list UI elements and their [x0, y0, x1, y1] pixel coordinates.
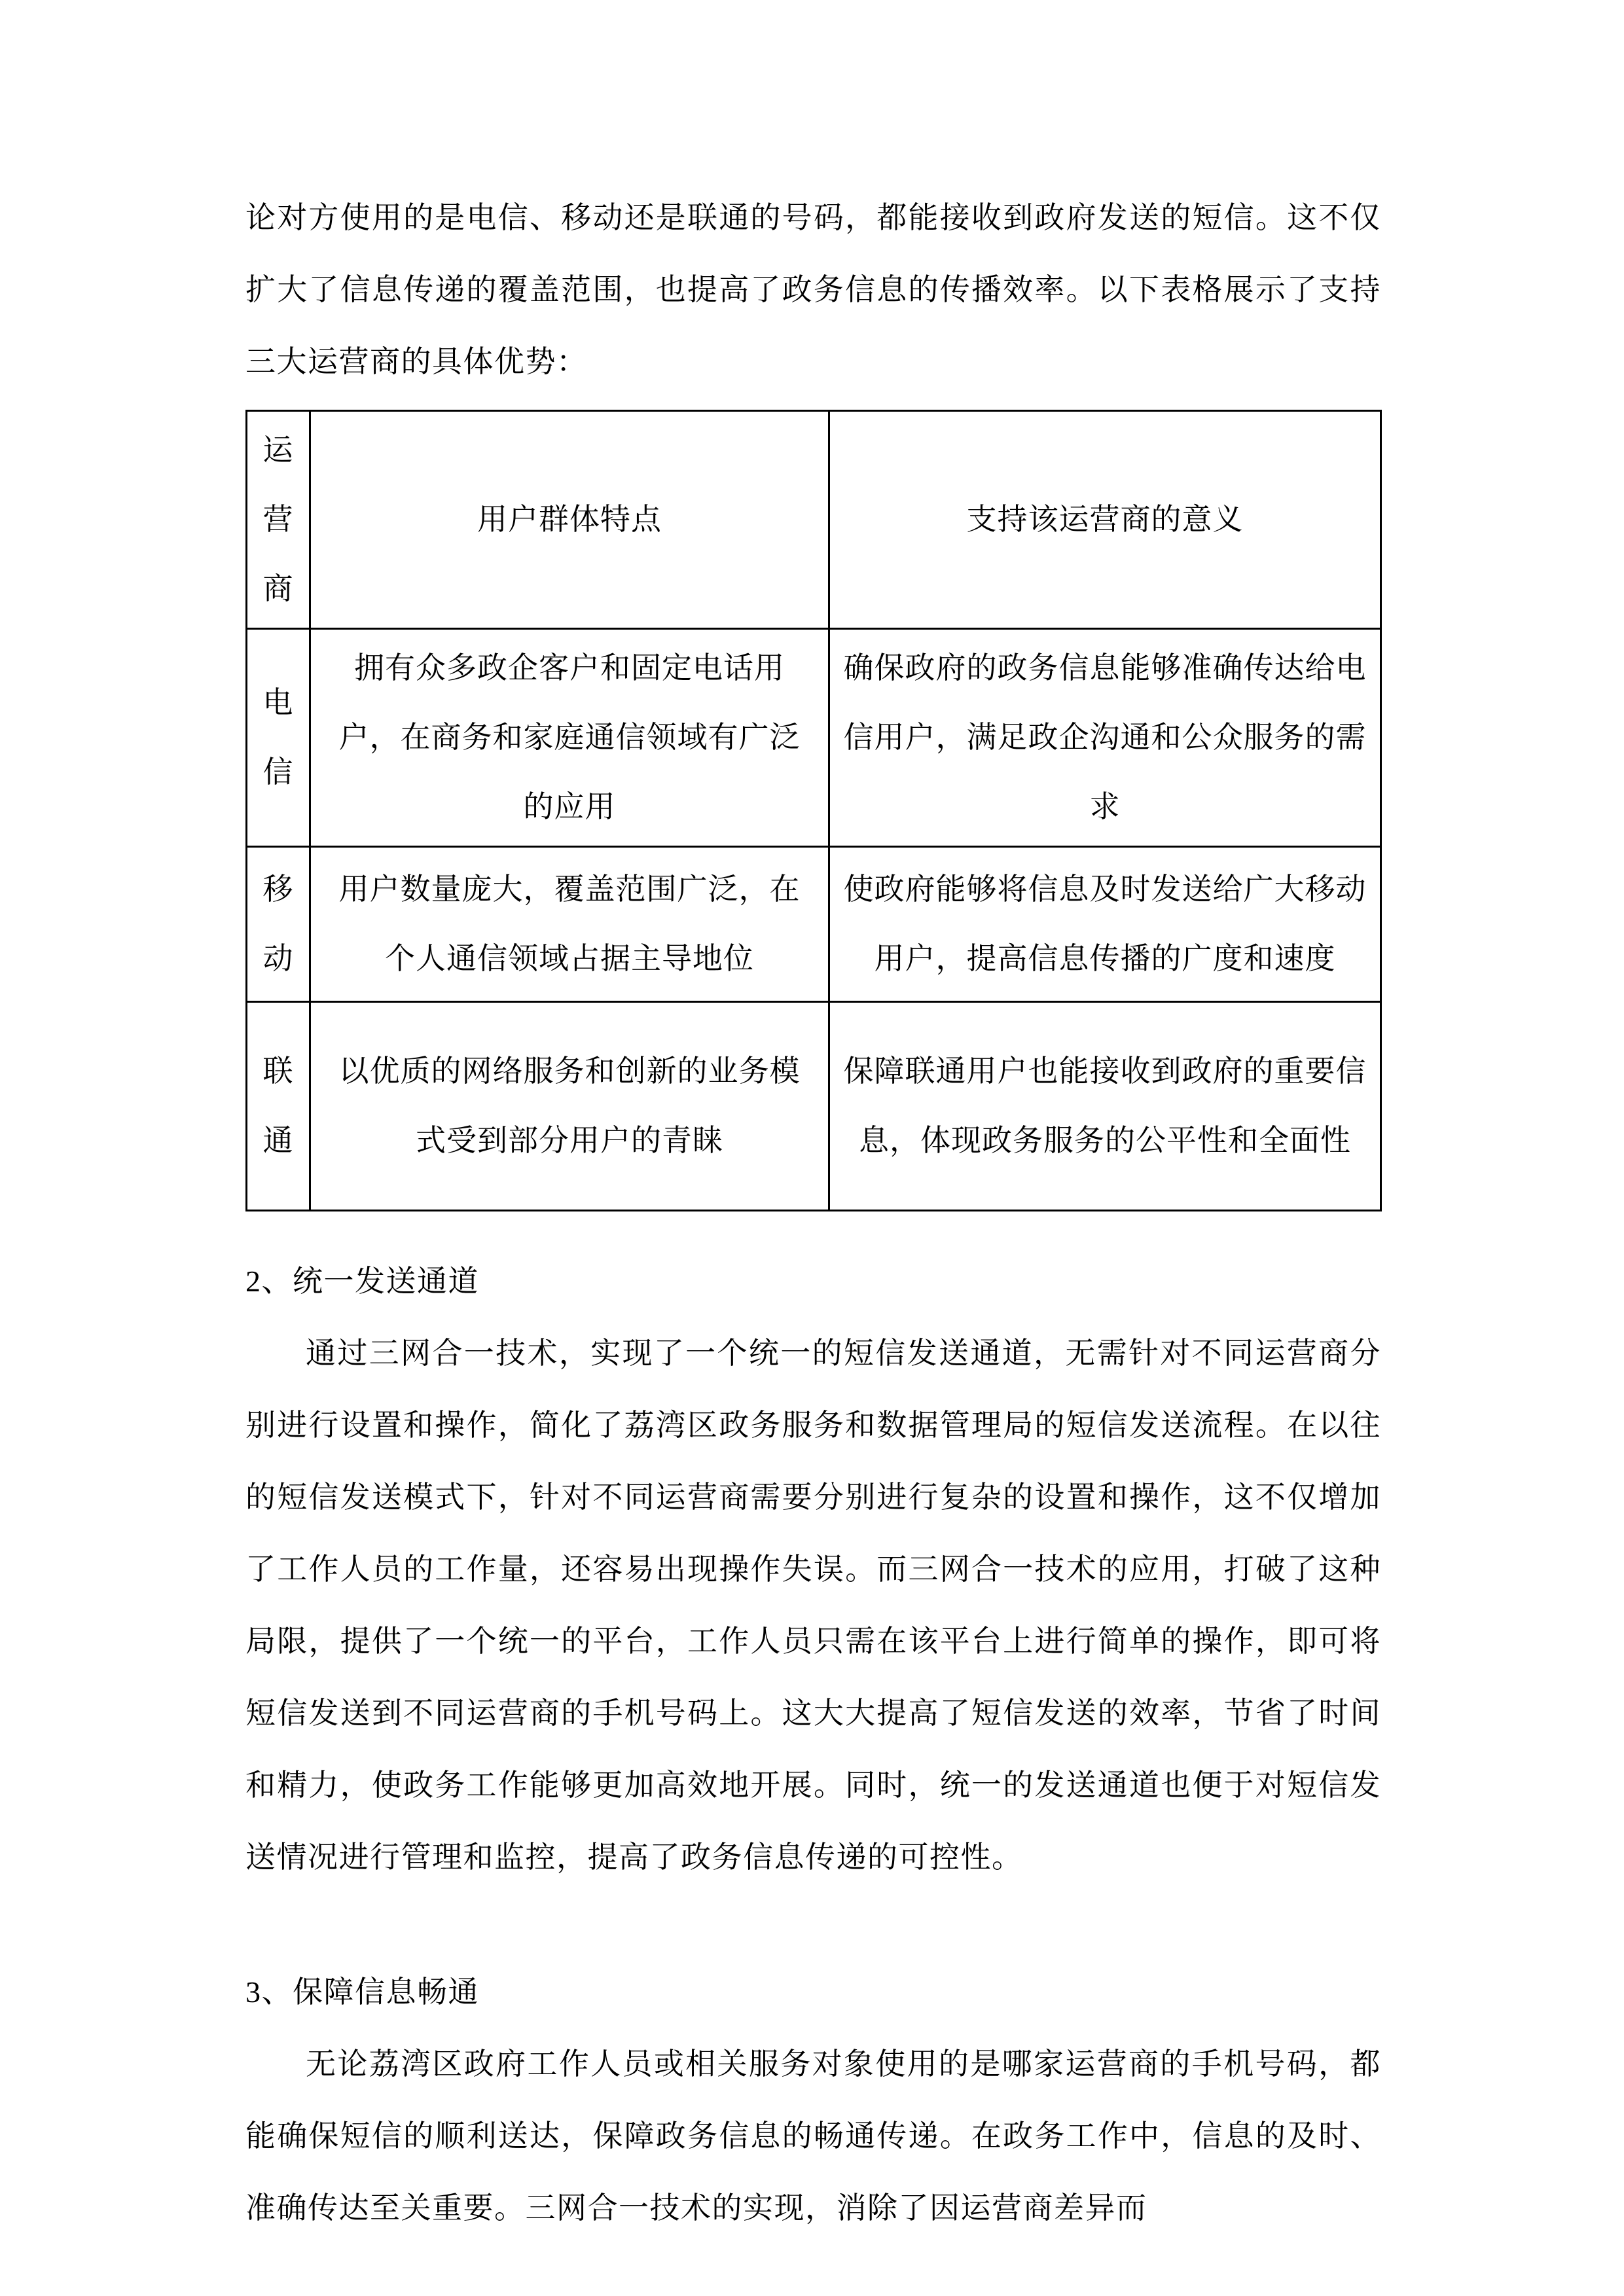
- cell-significance-unicom: 保障联通用户也能接收到政府的重要信息，体现政务服务的公平性和全面性: [829, 1002, 1381, 1211]
- table-row-mobile: [247, 847, 1381, 1002]
- cell-operator-mobile: 移动: [247, 847, 310, 1002]
- cell-users-mobile: 用户数量庞大，覆盖范围广泛，在个人通信领域占据主导地位: [310, 847, 829, 1002]
- section2-heading: 2、统一发送通道: [245, 1265, 479, 1298]
- document-content: [245, 182, 1381, 2244]
- section2-paragraph: 通过三网合一技术，实现了一个统一的短信发送通道，无需针对不同运营商分别进行设置和操作，简化了荔湾区政务服务和数据管理局的短信发送流程。在以往的短信发送模式下，针对不同运营商需要分别进行复杂的设置和操作，这不仅增加了工作人员的工作量，还容易出现操作失误。而三网合一技术的应用，打破了这种局限，提供了一个统一的平台，工作人员只需在该平台上进行简单的操作，即可将短信发送到不同运营商的手机号码上。这大大提高了短信发送的效率，节省了时间和精力，使政务工作能够更加高效地开展。同时，统一的发送通道也便于对短信发送情况进行管理和监控，提高了政务信息传递的可控性。: [245, 1336, 1381, 1874]
- cell-significance-mobile: 使政府能够将信息及时发送给广大移动用户，提高信息传播的广度和速度: [829, 847, 1381, 1002]
- cell-significance-telecom: 确保政府的政务信息能够准确传达给电信用户，满足政企沟通和公众服务的需求: [829, 629, 1381, 847]
- header-cell-significance: 支持该运营商的意义: [829, 411, 1381, 629]
- header-cell-users: 用户群体特点: [310, 411, 829, 629]
- cell-users-unicom: 以优质的网络服务和创新的业务模式受到部分用户的青睐: [310, 1002, 829, 1211]
- section3-heading: 3、保障信息畅通: [245, 1975, 479, 2009]
- cell-operator-telecom: 电信: [247, 629, 310, 847]
- table-header-row: [247, 411, 1381, 629]
- header-cell-operator: 运营商: [247, 411, 310, 629]
- section3-paragraph: 无论荔湾区政府工作人员或相关服务对象使用的是哪家运营商的手机号码，都能确保短信的顺利送达，保障政务信息的畅通传递。在政务工作中，信息的及时、准确传达至关重要。三网合一技术的实现，消除了因运营商差异而: [245, 2047, 1381, 2225]
- cell-users-telecom: 拥有众多政企客户和固定电话用户，在商务和家庭通信领域有广泛的应用: [310, 629, 829, 847]
- operators-table: [245, 410, 1382, 1211]
- cell-operator-unicom: 联通: [247, 1002, 310, 1211]
- table-row-unicom: [247, 1002, 1381, 1211]
- intro-paragraph: 论对方使用的是电信、移动还是联通的号码，都能接收到政府发送的短信。这不仅扩大了信息传递的覆盖范围，也提高了政务信息的传播效率。以下表格展示了支持三大运营商的具体优势：: [245, 201, 1381, 378]
- table-row-telecom: [247, 629, 1381, 847]
